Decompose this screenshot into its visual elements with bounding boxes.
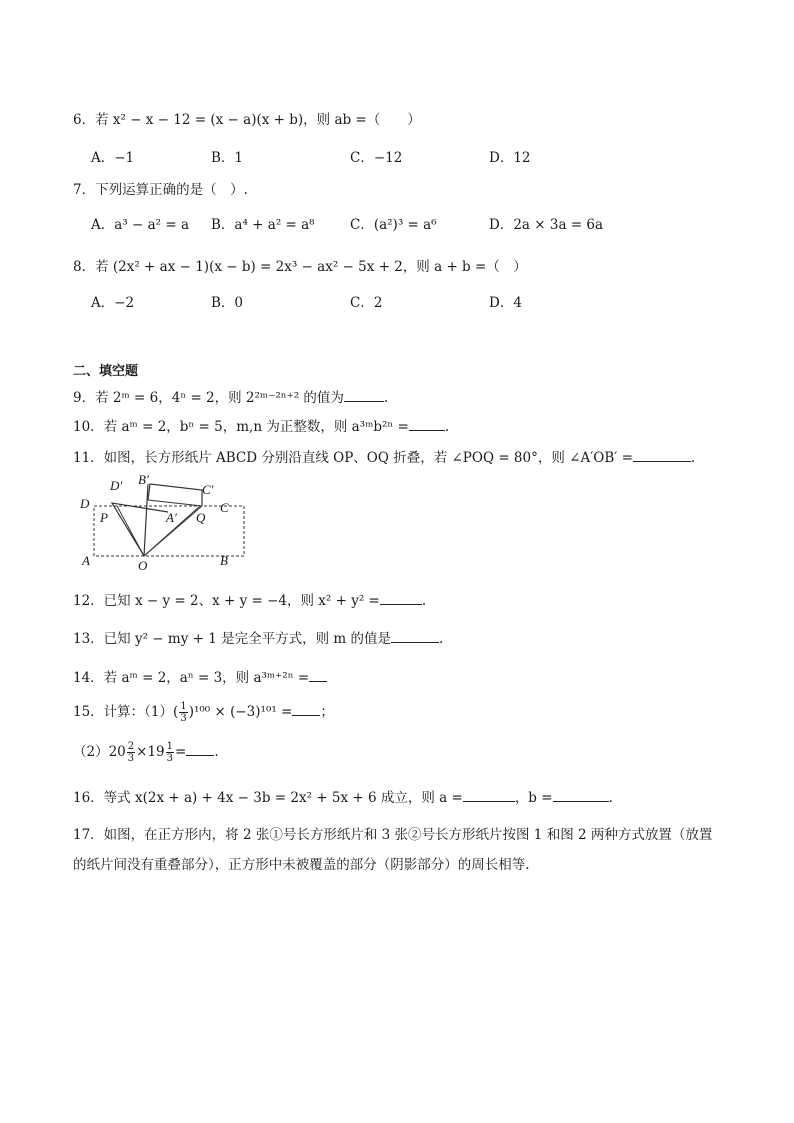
q12-answer-blank[interactable] bbox=[380, 592, 422, 605]
q10-suffix: . bbox=[444, 419, 450, 435]
question-16 bbox=[73, 786, 613, 806]
q15-suffix-1: ； bbox=[320, 704, 334, 720]
q12-suffix: . bbox=[421, 593, 427, 609]
q13-suffix: . bbox=[439, 631, 444, 647]
label-b-prime: B′ bbox=[138, 472, 149, 487]
q7-option-d[interactable]: D．2a × 3a = 6a bbox=[489, 217, 604, 233]
q8-option-c[interactable]: C．2 bbox=[350, 295, 383, 311]
q13-text: 13．已知 y² − my + 1 是完全平方式，则 m 的值是 bbox=[73, 631, 391, 647]
question-14 bbox=[73, 666, 327, 686]
label-d-prime: D′ bbox=[110, 478, 123, 493]
question-15-part2 bbox=[73, 740, 219, 764]
q6-option-a[interactable]: A．−1 bbox=[91, 150, 135, 166]
q8-option-a[interactable]: A．−2 bbox=[91, 295, 135, 311]
label-a-prime: A′ bbox=[166, 510, 177, 525]
question-9 bbox=[73, 386, 388, 406]
question-10 bbox=[73, 415, 449, 435]
q11-figure bbox=[70, 470, 250, 574]
label-q: Q bbox=[196, 510, 206, 525]
q16-answer-blank-b[interactable] bbox=[553, 789, 609, 802]
q16-mid: ，b = bbox=[514, 790, 553, 806]
question-8: 8．若 (2x² + ax − 1)(x − b) = 2x³ − ax² − 5x + 2，则 a + b =（ ） bbox=[73, 259, 527, 275]
q15-expression-2b: ×19 bbox=[136, 744, 165, 760]
label-d: D bbox=[80, 496, 90, 511]
question-12 bbox=[73, 589, 426, 609]
q10-text: 10．若 aᵐ = 2，bⁿ = 5，m,n 为正整数，则 a³ᵐb²ⁿ = bbox=[73, 419, 409, 435]
q15-answer-blank-1[interactable] bbox=[292, 703, 320, 716]
question-17-line-1: 17．如图，在正方形内，将 2 张①号长方形纸片和 3 张②号长方形纸片按图 1 和图 2 两种方式放置（放置 bbox=[73, 827, 713, 843]
q11-suffix: . bbox=[690, 450, 696, 466]
label-c-prime: C′ bbox=[202, 482, 214, 497]
q15-expression-1: ¹⁰⁰ × (−3)¹⁰¹ = bbox=[193, 704, 293, 720]
question-7: 7．下列运算正确的是（ ）. bbox=[73, 182, 248, 198]
question-11 bbox=[73, 446, 695, 466]
q7-option-b[interactable]: B．a⁴ + a² = a⁸ bbox=[211, 217, 315, 233]
q13-answer-blank[interactable] bbox=[391, 630, 439, 643]
question-15-part1: 15．计算：（1）( $\frac{1}{3}$ )¹⁰⁰ × (−3)¹⁰¹ = ； bbox=[73, 701, 334, 724]
label-o: O bbox=[138, 558, 148, 573]
q15-fraction-3: $\frac{1}{3}$ bbox=[166, 741, 174, 764]
q11-answer-blank[interactable] bbox=[633, 449, 691, 462]
q12-text: 12．已知 x − y = 2、x + y = −4，则 x² + y² = bbox=[73, 593, 380, 609]
q6-option-b[interactable]: B．1 bbox=[211, 150, 244, 166]
q8-option-d[interactable]: D．4 bbox=[489, 295, 522, 311]
q14-answer-blank[interactable] bbox=[309, 669, 327, 682]
q15-fraction-1: $\frac{1}{3}$ bbox=[180, 701, 187, 724]
label-b: B bbox=[220, 553, 228, 568]
q11-text: 11．如图，长方形纸片 ABCD 分别沿直线 OP、OQ 折叠，若 ∠POQ = 80°，则 ∠A′OB′ = bbox=[73, 450, 633, 466]
q7-option-a[interactable]: A．a³ − a² = a bbox=[91, 217, 190, 233]
q9-suffix: . bbox=[383, 390, 389, 406]
q15-answer-blank-2[interactable] bbox=[186, 743, 214, 756]
q16-text: 16．等式 x(2x + a) + 4x − 3b = 2x² + 5x + 6 成立，则 a = bbox=[73, 790, 463, 806]
q16-answer-blank-a[interactable] bbox=[463, 789, 515, 802]
q15-label: 15．计算：（1） bbox=[73, 704, 174, 720]
question-6: 6．若 x² − x − 12 = (x − a)(x + b)，则 ab =（ ） bbox=[73, 112, 421, 128]
q15-equals: = bbox=[175, 744, 187, 760]
q15-fraction-2: $\frac{2}{3}$ bbox=[127, 741, 135, 764]
label-p: P bbox=[100, 510, 108, 525]
q9-text: 9．若 2ᵐ = 6，4ⁿ = 2，则 2²ᵐ⁻²ⁿ⁺² 的值为 bbox=[73, 390, 344, 406]
q15-expression-2a: （2）20 bbox=[73, 744, 126, 760]
q9-answer-blank[interactable] bbox=[344, 389, 384, 402]
q15-suffix-2: . bbox=[214, 744, 219, 760]
q10-answer-blank[interactable] bbox=[409, 418, 445, 431]
q7-option-c[interactable]: C．(a²)³ = a⁶ bbox=[350, 217, 437, 233]
question-13 bbox=[73, 627, 443, 647]
section-title: 二、填空题 bbox=[73, 364, 139, 379]
label-a: A bbox=[82, 553, 90, 568]
q6-option-c[interactable]: C．−12 bbox=[350, 150, 403, 166]
q16-suffix: . bbox=[608, 790, 613, 806]
q14-text: 14．若 aᵐ = 2，aⁿ = 3，则 a³ᵐ⁺²ⁿ = bbox=[73, 670, 310, 686]
q6-option-d[interactable]: D．12 bbox=[489, 150, 531, 166]
label-c: C bbox=[220, 500, 229, 515]
question-17-line-2: 的纸片间没有重叠部分），正方形中未被覆盖的部分（阴影部分）的周长相等. bbox=[73, 857, 530, 873]
q8-option-b[interactable]: B．0 bbox=[211, 295, 244, 311]
